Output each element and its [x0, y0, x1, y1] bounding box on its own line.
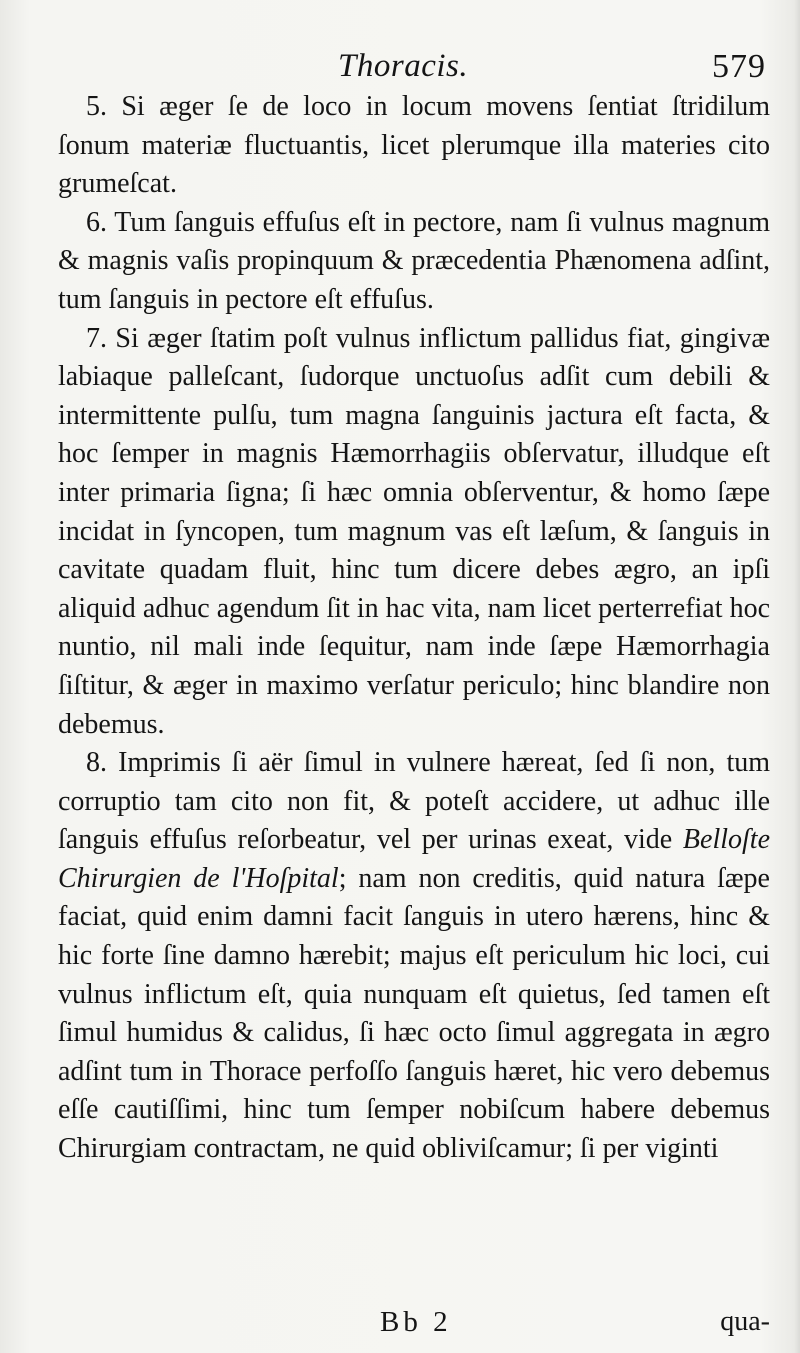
- paragraph-number: 7.: [86, 322, 107, 354]
- paragraph-number: 8.: [86, 747, 107, 779]
- signature-mark: Bb 2: [380, 1306, 452, 1338]
- page-number: 579: [712, 48, 766, 85]
- citation: Belloſte Chirurgien de l'Hoſpital: [58, 824, 770, 894]
- page-header: [0, 48, 800, 92]
- paragraph-8: [58, 744, 770, 1169]
- paragraph-text: Si æger ſtatim poſt vulnus inflictum pallidus fiat, gingivæ labiaque palleſcant, ſudorque unctuoſus adſit cum debili & intermittente pulſu, tum magna ſanguinis jactura eſt facta, & hoc ſemper in magnis Hæmorrhagiis obſervatur, illudque eſt inter primaria ſigna; ſi hæc omnia obſerventur, & homo ſæpe incidat in ſyncopen, tum magnum vas eſt læſum, & ſanguis in cavitate quadam fluit, hinc tum dicere debes ægro, an ipſi aliquid adhuc agendum ſit in hac vita, nam licet perterrefiat hoc nuntio, nil mali inde ſequitur, nam inde ſæpe Hæmorrhagia ſiſtitur, & æger in maximo verſatur periculo; hinc blandire non debemus.: [58, 322, 770, 740]
- body-text: [58, 88, 770, 1169]
- running-title: Thoracis.: [338, 48, 469, 84]
- paragraph-number: 6.: [86, 206, 107, 238]
- paragraph-number: 5.: [86, 91, 107, 122]
- paragraph-text-after: ; nam non creditis, quid natura ſæpe faciat, quid enim damni facit ſanguis in utero hærens, hinc & hic forte ſine damno hærebit; majus eſt periculum hic loci, cui vulnus inflictum eſt, quia nunquam eſt quietus, ſed tamen eſt ſimul humidus & calidus, ſi hæc octo ſimul aggregata in ægro adſint tum in Thorace perfoſſo ſanguis hæret, hic vero debemus eſſe cautiſſimi, hinc tum ſemper nobiſcum habere debemus Chirurgiam contractam, ne quid obliviſcamur; ſi per viginti: [58, 862, 770, 1165]
- paragraph-6: [58, 204, 770, 320]
- page-edge-shadow: [794, 0, 800, 1353]
- paragraph-text-before: Imprimis ſi aër ſimul in vulnere hæreat, ſed ſi non, tum corruptio tam cito non fit, & poteſt accidere, ut adhuc ille ſanguis effuſus reſorbeatur, vel per urinas exeat, vide: [58, 747, 771, 856]
- page-footer: [0, 1306, 800, 1346]
- paragraph-5: [58, 88, 770, 204]
- paragraph-text: Si æger ſe de loco in locum movens ſentiat ſtridilum ſonum materiæ fluctuantis, licet plerumque illa materies cito grumeſcat.: [58, 91, 771, 200]
- catchword: qua-: [720, 1306, 770, 1337]
- paragraph-7: [58, 320, 770, 745]
- paragraph-text: Tum ſanguis effuſus eſt in pectore, nam ſi vulnus magnum & magnis vaſis propinquum & præcedentia Phænomena adſint, tum ſanguis in pectore eſt effuſus.: [58, 206, 771, 315]
